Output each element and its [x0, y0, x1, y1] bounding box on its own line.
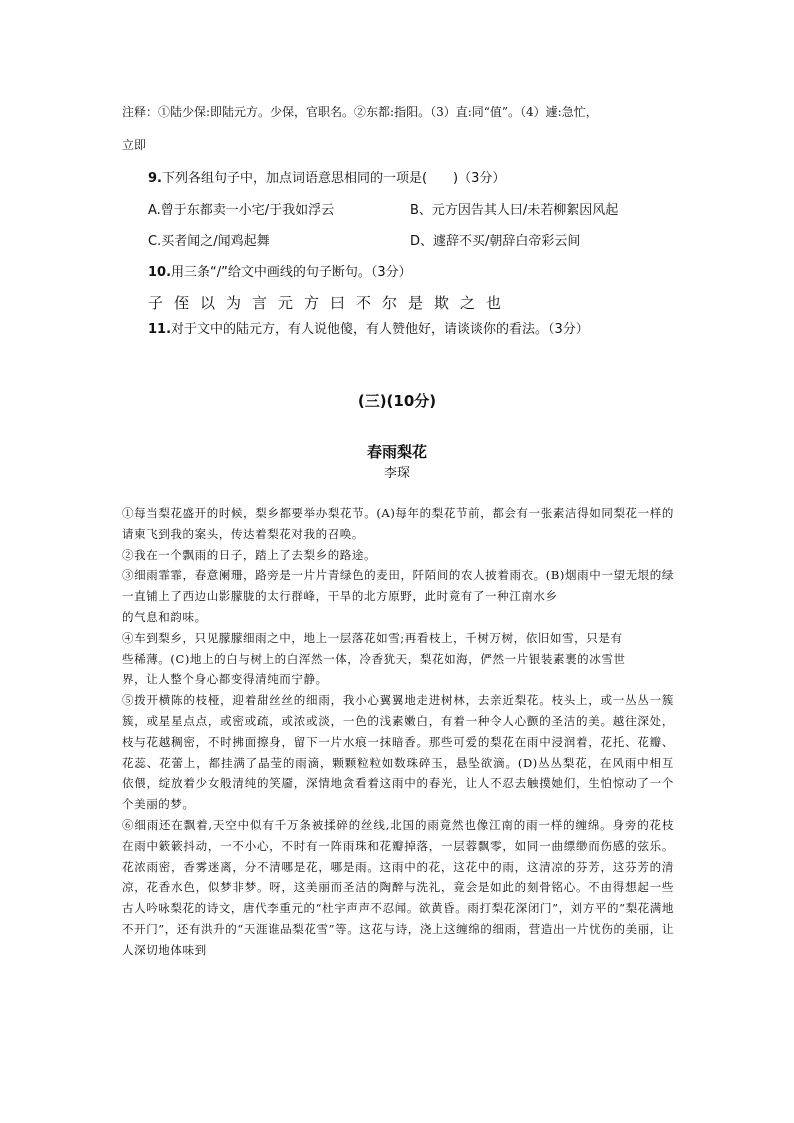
option-b: B、元方因告其人曰/未若柳絮因风起: [410, 203, 619, 218]
paragraph: ⑤拨开横陈的枝桠，迎着甜丝丝的细雨，我小心翼翼地走进树林，去亲近梨花。枝头上，或一丛丛一簇簇，或星星点点，或密或疏，或浓或淡，一色的浅素嫩白，有着一种令人心颤的圣洁的美。越往深处，枝与花越稠密，不时拂面擦身，留下一片水痕一抹暗香。那些可爱的梨花在雨中浸润着，花托、花瓣、花蕊、花蕾上，都挂满了晶莹的雨滴，颗颗粒粒如数珠碎玉，悬坠欲滴。(D)丛丛梨花，在风雨中相互依偎，绽放着少女般清纯的笑靥，深情地贪看着这雨中的春光，让人不忍去触摸她们，生怕惊动了一个个美丽的梦。: [122, 693, 674, 812]
paragraph: ⑥细雨还在飘着,天空中似有千万条被揉碎的丝线,北国的雨竟然也像江南的雨一样的缠绵。身旁的花枝在雨中簌簌抖动，一不小心，不时有一阵雨珠和花瓣掉落，一层蓉飘零，如同一曲缥缈而伤感的弦乐。花浓雨密，香雾迷离，分不清哪是花，哪是雨。这雨中的花，这花中的雨，这清凉的芬芳，这芬芳的清凉，花香水色，似梦非梦。呀，这美丽而圣洁的陶醉与洗礼，竟会是如此的刻骨铭心。不由得想起一些古人吟咏梨花的诗文，唐代李重元的“杜宇声声不忍闻。欲黄昏。雨打梨花深闭门”，刘方平的“梨花满地不开门”，还有洪升的“天涯谁品梨花雪”等。这花与诗，浇上这缠绵的细雨，营造出一片忧伤的美丽，让人深切地体味到: [122, 817, 674, 957]
question-11-number: 11.: [148, 322, 172, 337]
annotation-line-1: 注释：①陆少保:即陆元方。少保，官职名。②东都:指阳。（3）直:同“值”。（4）遽:急忙，: [122, 105, 598, 119]
question-11-text: 对于文中的陆元方，有人说他傻，有人赞他好，请谈谈你的看法。（3分）: [171, 322, 589, 337]
option-a: A.曾于东都卖一小宅/于我如浮云: [148, 203, 335, 218]
question-11: [148, 318, 589, 337]
section-heading: (三)(10分): [357, 392, 437, 410]
option-c: C.买者闻之/闻鸡起舞: [148, 234, 270, 249]
article-body: [122, 503, 674, 961]
question-9-number: 9.: [148, 171, 162, 186]
paragraph: 些稀薄。(C)地上的白与树上的白浑然一体，冷香犹天，梨花如海，俨然一片银装素裹的冰雪世: [122, 651, 626, 666]
paragraph: ①每当梨花盛开的时候，梨乡都要举办梨花节。(A)每年的梨花节前，都会有一张素洁得如同梨花一样的请柬飞到我的案头，传达着梨花对我的召唤。: [122, 506, 674, 541]
article-title: 春雨梨花: [366, 443, 427, 461]
annotation-line-2: 立即: [122, 138, 147, 152]
question-10: [148, 261, 412, 280]
paragraph: ④车到梨乡，只见朦朦细雨之中，地上一层落花如雪;再看枝上，千树万树，依旧如雪，只是有: [122, 630, 623, 645]
question-10-text: 用三条“/”给文中画线的句子断句。（3分）: [171, 265, 412, 280]
paragraph: ②我在一个飘雨的日子，踏上了去梨乡的路途。: [122, 547, 377, 562]
punctuation-sentence: 子侄以为言元方曰不尔是欺之也: [148, 294, 513, 312]
option-d: D、遽辞不买/朝辞白帝彩云间: [410, 234, 581, 249]
paragraph: 的气息和韵味。: [122, 609, 207, 624]
question-9: [148, 167, 505, 186]
question-10-number: 10.: [148, 265, 172, 280]
paragraph: 界，让人整个身心都变得清纯而宁静。: [122, 672, 328, 687]
question-9-text: 下列各组句子中，加点词语意思相同的一项是( )（3分）: [161, 171, 506, 186]
paragraph: ③细雨霏霏，春意阑珊，路旁是一片片青绿色的麦田，阡陌间的农人披着雨衣。(B)烟雨中一望无垠的绿一直铺上了西边山影朦胧的太行群峰，干旱的北方原野，此时竟有了一种江南水乡: [122, 568, 674, 604]
article-author: 李琛: [383, 466, 410, 481]
